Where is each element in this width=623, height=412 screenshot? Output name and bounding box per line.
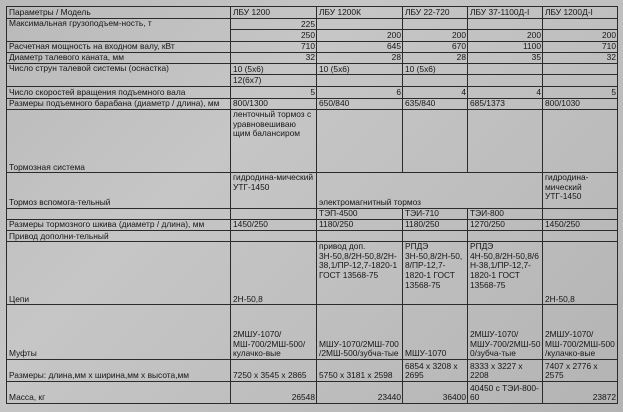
- cell: 4: [403, 86, 468, 98]
- row-label: Муфты: [7, 305, 231, 360]
- row-label: Размеры тормозного шкива (диаметр / длина), мм: [7, 219, 231, 230]
- cell-text: 4Н-50,8/2Н-50,8/6Н-38,1/ПР-12,7-1820-1 ГОСТ 13568-75: [470, 250, 539, 290]
- cell-text: 3Н-50,8/2Н-50,8/ПР-12,7-1820-1 ГОСТ 13568-75: [405, 250, 463, 290]
- table-row: [7, 381, 618, 403]
- row-label: Привод дополни-тельный: [7, 231, 231, 242]
- cell: 2МШУ-1070/МШ-700/2МШ-500/кулачко-вые: [231, 305, 317, 360]
- cell: 670: [403, 41, 468, 52]
- row-label: Размеры подъемного барабана (диаметр / длина), мм: [7, 98, 231, 110]
- row-label: Тормозная система: [7, 110, 231, 173]
- cell: [317, 242, 403, 305]
- cell: 4: [468, 86, 543, 98]
- cell: 645: [317, 41, 403, 52]
- table-row: [7, 18, 618, 30]
- cell: 23440: [317, 381, 403, 403]
- cell: 2Н-50,8: [231, 242, 317, 305]
- cell: ТЭИ-800: [468, 208, 543, 219]
- cell: 32: [231, 52, 317, 63]
- cell-text: 3Н-50,8/2Н-50,8/2Н-38,1/ПР-12,7-1820-1 ГОСТ 13568-75: [319, 250, 398, 280]
- cell: 10 (5х6): [403, 63, 468, 75]
- cell: ТЭП-4500: [317, 208, 403, 219]
- cell: ТЭИ-710: [403, 208, 468, 219]
- cell: 5: [543, 86, 618, 98]
- cell: 10 (5х6): [317, 63, 403, 75]
- table-row: [7, 110, 618, 173]
- header-model: ЛБУ 1200К: [317, 7, 403, 19]
- cell: гидродина-мический УТГ-1450: [543, 173, 618, 209]
- cell: 1100: [468, 41, 543, 52]
- cell: 2Н-50,8: [543, 242, 618, 305]
- cell: 200: [543, 30, 618, 42]
- table-row: [7, 359, 618, 381]
- cell: 800/1300: [231, 98, 317, 110]
- header-model: ЛБУ 1200: [231, 7, 317, 19]
- header-model: ЛБУ 37-1100Д-I: [468, 7, 543, 19]
- cell: 1270/250: [468, 219, 543, 230]
- cell: 6854 х 3208 х 2695: [403, 359, 468, 381]
- header-model: ЛБУ 1200Д-I: [543, 7, 618, 19]
- cell: электромагнитный тормоз: [317, 173, 543, 209]
- cell: 7250 х 3545 х 2865: [231, 359, 317, 381]
- table-row: [7, 173, 618, 209]
- cell: 200: [403, 30, 468, 42]
- cell-line: РПДЭ: [405, 241, 429, 252]
- cell: 35: [468, 52, 543, 63]
- table-row: [7, 219, 618, 230]
- row-label: Размеры: длина,мм х ширина,мм х высота,мм: [7, 359, 231, 381]
- cell: 685/1373: [468, 98, 543, 110]
- cell: 28: [317, 52, 403, 63]
- cell: 1450/250: [231, 219, 317, 230]
- cell-line: РПДЭ: [470, 241, 494, 252]
- cell: 8333 х 3227 х 2208: [468, 359, 543, 381]
- cell: 36400: [403, 381, 468, 403]
- cell: ленточный тормоз с уравновешиваю щим балансиром: [231, 110, 317, 173]
- row-label: Расчетная мощность на входном валу, кВт: [7, 41, 231, 52]
- cell: 6: [317, 86, 403, 98]
- header-label: Параметры / Модель: [7, 7, 231, 19]
- cell: 26548: [231, 381, 317, 403]
- cell: 200: [317, 30, 403, 42]
- table-row: [7, 242, 618, 305]
- table-row: [7, 52, 618, 63]
- cell: 800/1030: [543, 98, 618, 110]
- cell: 5750 х 3181 х 2598: [317, 359, 403, 381]
- cell-line: привод доп.: [319, 241, 366, 252]
- cell: 40450 с ТЭИ-800-60: [468, 381, 543, 403]
- cell: 2МШУ-1070/МШ-700/2МШ-500/кулачко-вые: [543, 305, 618, 360]
- cell: 200: [468, 30, 543, 42]
- cell: [403, 242, 468, 305]
- cell: МШУ-1070/2МШ-700/2МШ-500/зубча-тые: [317, 305, 403, 360]
- row-label: Число струн талевой системы (оснастка): [7, 63, 231, 86]
- cell: 2МШУ-1070/МШУ-700/2МШ-500/зубча-тые: [468, 305, 543, 360]
- table-row: [7, 63, 618, 75]
- row-label: Масса, кг: [7, 381, 231, 403]
- cell: 225: [231, 18, 317, 30]
- cell: 1180/250: [403, 219, 468, 230]
- cell: 710: [543, 41, 618, 52]
- table-row: [7, 98, 618, 110]
- cell: 5: [231, 86, 317, 98]
- cell: 23872: [543, 381, 618, 403]
- cell: 635/840: [403, 98, 468, 110]
- table-row: [7, 41, 618, 52]
- specs-table: [6, 6, 618, 404]
- header-model: ЛБУ 22-720: [403, 7, 468, 19]
- table-row: [7, 208, 618, 219]
- row-label: Число скоростей вращения подъемного вала: [7, 86, 231, 98]
- row-label: Тормоз вспомога-тельный: [7, 173, 231, 209]
- table-row: [7, 231, 618, 242]
- cell: гидродина-мический УТГ-1450: [231, 173, 317, 209]
- cell: 250: [231, 30, 317, 42]
- cell: МШУ-1070: [403, 305, 468, 360]
- cell: [468, 242, 543, 305]
- cell: 650/840: [317, 98, 403, 110]
- row-label: Диаметр талевого каната, мм: [7, 52, 231, 63]
- cell: 710: [231, 41, 317, 52]
- row-label: Максимальная грузоподъем-ность, т: [7, 18, 231, 41]
- table-row: [7, 305, 618, 360]
- cell: 1450/250: [543, 219, 618, 230]
- cell: 7407 х 2776 х 2575: [543, 359, 618, 381]
- table-row: [7, 86, 618, 98]
- cell: 28: [403, 52, 468, 63]
- header-row: [7, 7, 618, 19]
- cell: 12(6х7): [231, 75, 317, 87]
- row-label: Цепи: [7, 242, 231, 305]
- cell: 32: [543, 52, 618, 63]
- cell: 10 (5х6): [231, 63, 317, 75]
- cell: 1180/250: [317, 219, 403, 230]
